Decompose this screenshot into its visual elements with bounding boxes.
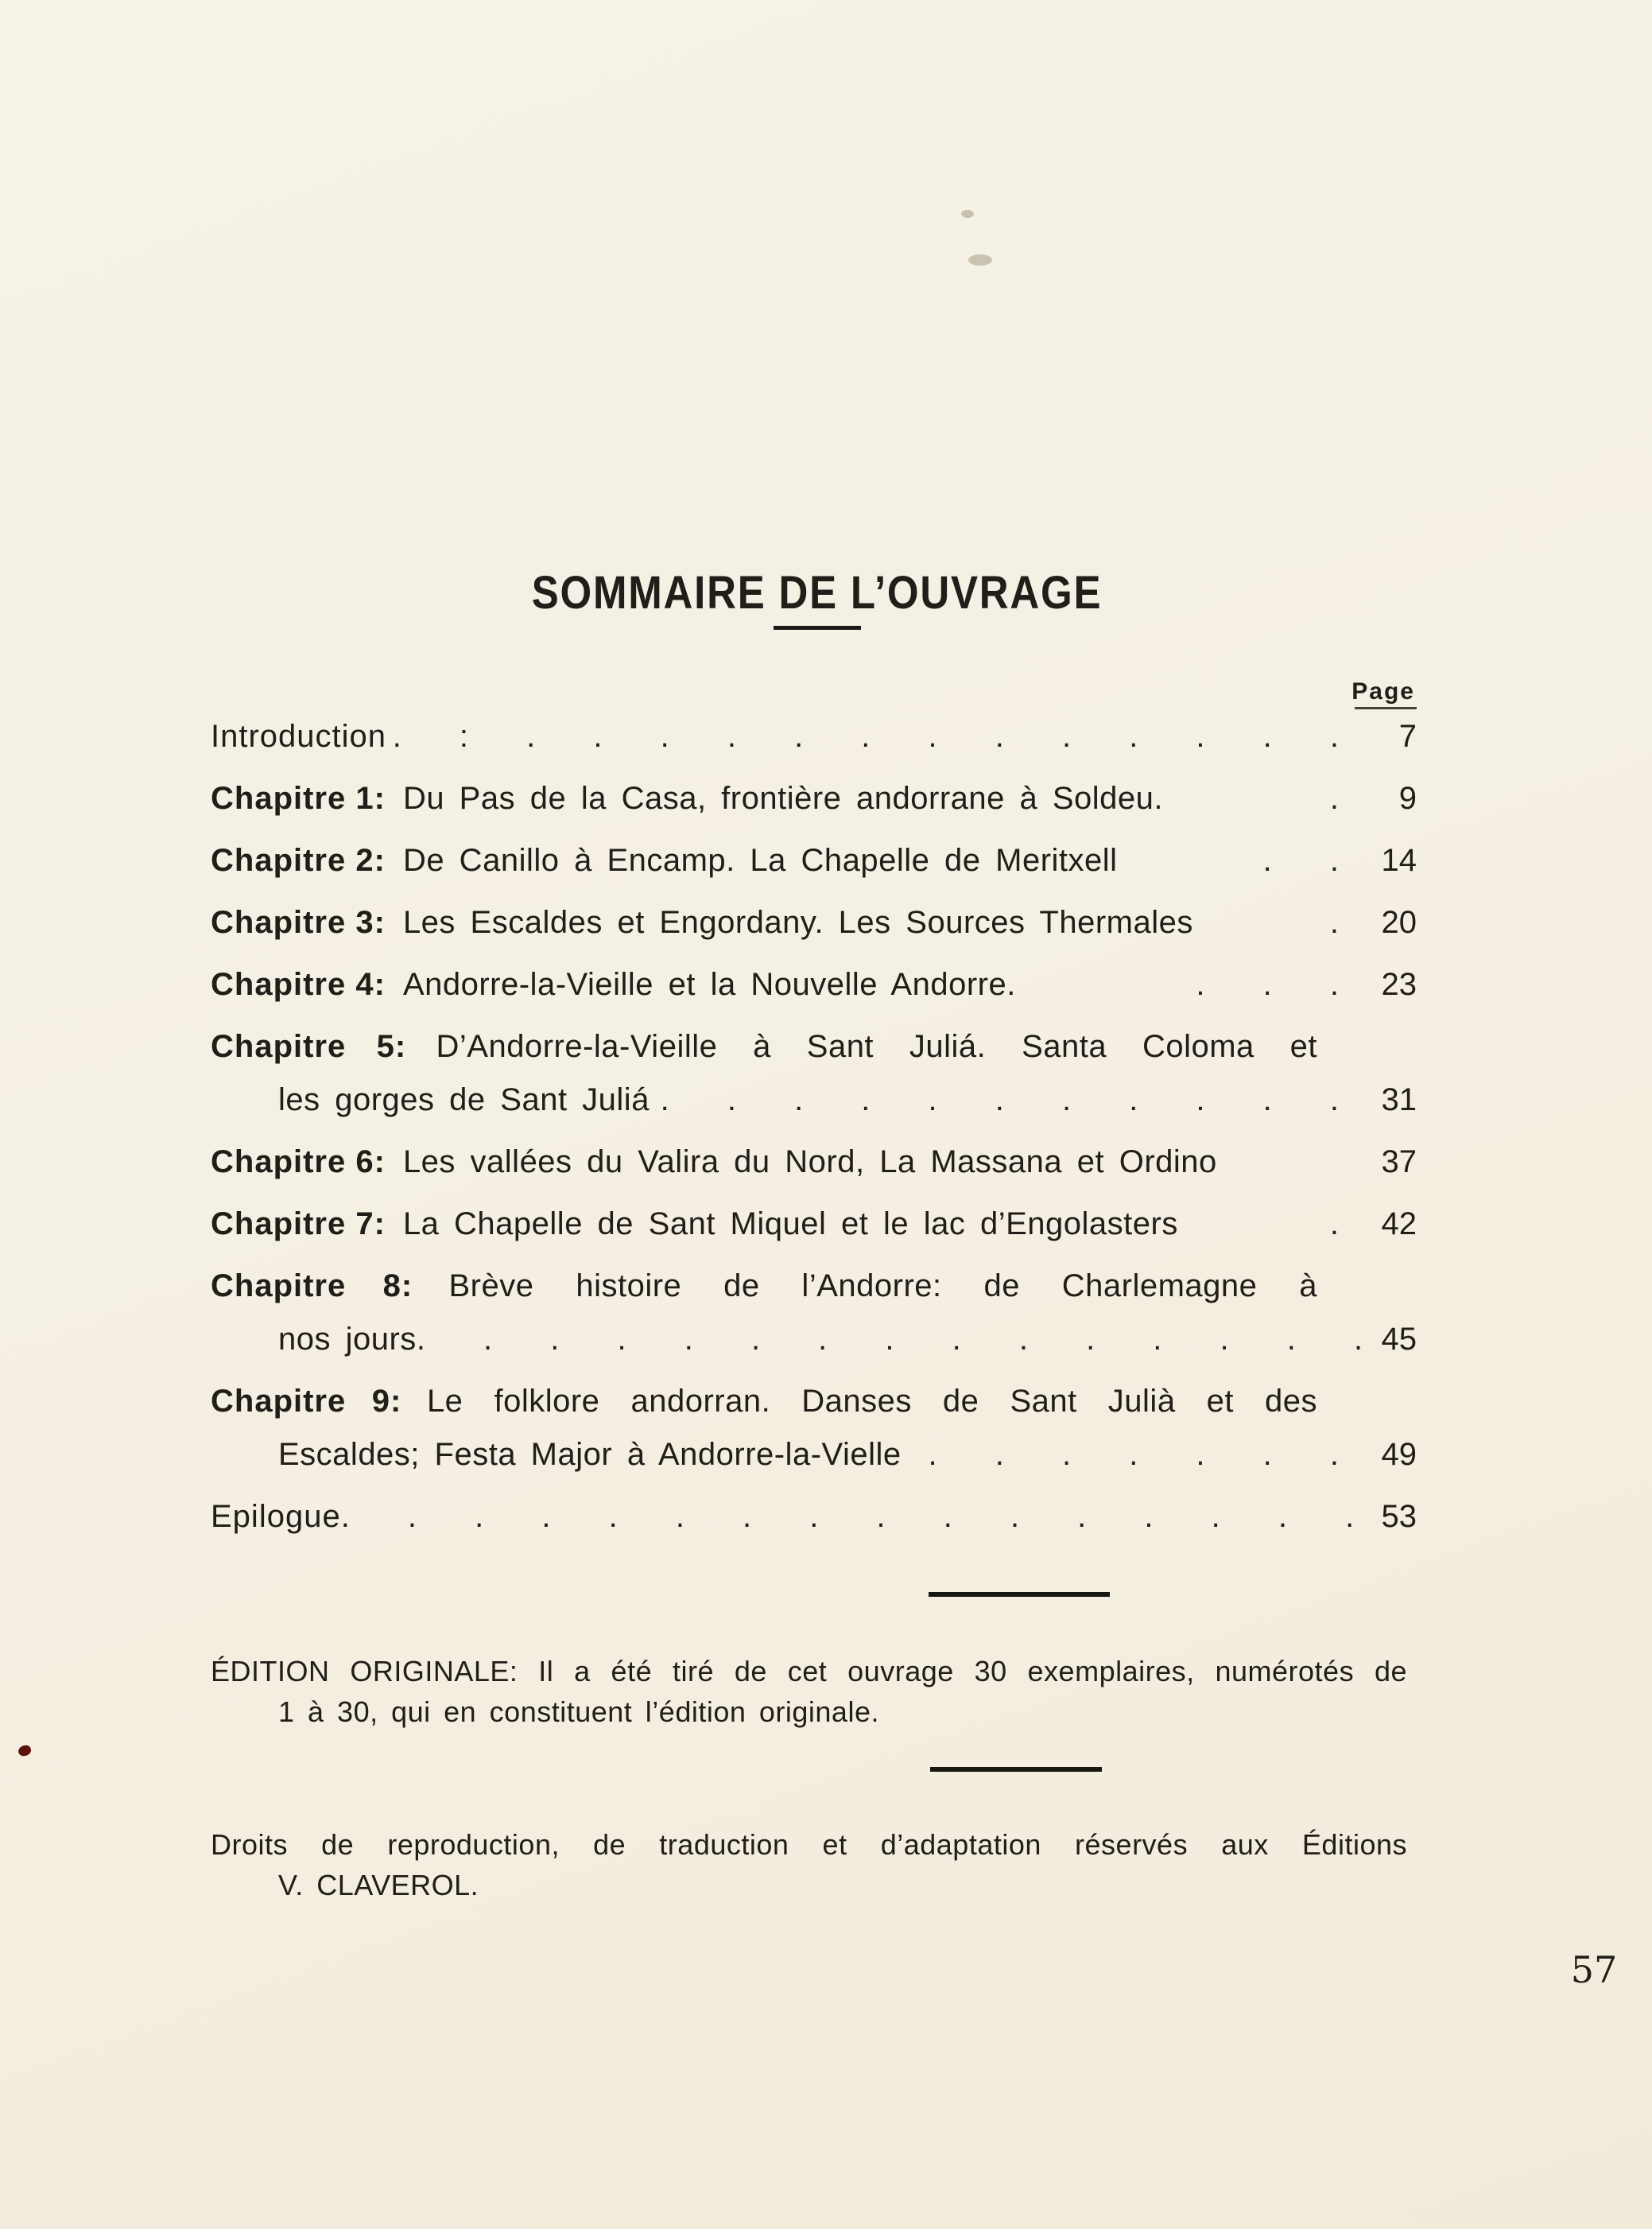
- toc-entry-line1: [211, 842, 1423, 880]
- folio-page-number: 57: [1570, 1948, 1618, 1991]
- toc-page-number: 31: [1381, 1082, 1417, 1117]
- toc-page-number: 45: [1381, 1322, 1417, 1357]
- toc-page-number: 20: [1381, 905, 1417, 940]
- toc-page-number: 23: [1381, 967, 1417, 1002]
- toc-entry: [211, 966, 1423, 1004]
- rights-note-line2: V. CLAVEROL.: [278, 1869, 479, 1901]
- red-ink-speck: [17, 1744, 33, 1757]
- toc-entry-label: Chapitre 8:: [211, 1268, 413, 1303]
- toc-page-number: 49: [1381, 1437, 1417, 1472]
- title-underline: [774, 626, 861, 630]
- toc-entry-title: Brève histoire de l’Andorre: de Charlemagne à: [448, 1268, 1317, 1303]
- section-divider-bottom: [930, 1767, 1102, 1772]
- toc-leader-dots: . . . . . . . . . . .: [660, 1082, 1339, 1117]
- page-title: SOMMAIRE DE L’OUVRAGE: [531, 567, 1103, 619]
- page-column-underline: [1355, 707, 1417, 709]
- edition-note: [211, 1651, 1407, 1732]
- toc-entry-line1: [211, 1206, 1423, 1243]
- toc-leader-dots: .: [1329, 1206, 1339, 1241]
- toc-entry-title: Andorre-la-Vieille et la Nouvelle Andorre.: [402, 967, 1016, 1002]
- toc-entry-title-continued: les gorges de Sant Juliá: [278, 1082, 650, 1117]
- toc-list: [211, 718, 1423, 1560]
- toc-entry-title-continued: nos jours: [278, 1322, 417, 1357]
- toc-page-number: 37: [1381, 1144, 1417, 1179]
- page-content: [211, 0, 1618, 2229]
- toc-entry-label: Introduction: [211, 719, 387, 754]
- toc-page-number: 14: [1381, 843, 1417, 878]
- toc-entry-title: Les vallées du Valira du Nord, La Massana et Ordino: [402, 1144, 1217, 1179]
- rights-note: [211, 1824, 1407, 1905]
- toc-entry-title-continued: Escaldes; Festa Major à Andorre-la-Vielle: [278, 1437, 902, 1472]
- toc-page-number: 7: [1398, 719, 1417, 754]
- toc-leader-dots: . . . . . . .: [928, 1437, 1339, 1472]
- toc-entry-label: Chapitre 2:: [211, 843, 386, 878]
- toc-leader-dots: .: [1329, 781, 1339, 816]
- toc-entry-label: Chapitre 9:: [211, 1384, 402, 1419]
- toc-entry: [211, 842, 1423, 880]
- toc-entry-label: Chapitre 7:: [211, 1206, 386, 1241]
- page-column-header: Page: [1351, 678, 1415, 705]
- toc-entry-label: Chapitre 1:: [211, 781, 386, 816]
- toc-entry: [211, 1206, 1423, 1243]
- toc-page-number: 42: [1381, 1206, 1417, 1241]
- toc-entry-title: La Chapelle de Sant Miquel et le lac d’Engolasters: [402, 1206, 1178, 1241]
- toc-entry: [211, 1144, 1423, 1181]
- toc-entry: [211, 904, 1423, 942]
- toc-entry: [211, 780, 1423, 817]
- toc-leader-dots: . .: [1262, 843, 1339, 878]
- toc-entry-line1: [211, 1498, 1423, 1536]
- toc-entry-title: Les Escaldes et Engordany. Les Sources Thermales: [402, 905, 1193, 940]
- toc-entry-line1: [211, 1028, 1317, 1066]
- toc-entry-label: Chapitre 4:: [211, 967, 386, 1002]
- section-divider-top: [929, 1592, 1110, 1597]
- toc-entry-line1: [211, 718, 1423, 755]
- toc-entry-line2: [211, 1321, 1423, 1358]
- toc-entry-line1: [211, 1383, 1317, 1420]
- toc-leader-dots: . . .: [1196, 967, 1339, 1002]
- toc-leader-dots: . . . . . . . . . . . . . . .: [416, 1322, 1363, 1357]
- toc-leader-dots: .: [1329, 905, 1339, 940]
- toc-entry-line1: [211, 966, 1423, 1004]
- toc-entry-line1: [211, 1268, 1317, 1305]
- rights-note-line1: Droits de reproduction, de traduction et d’adaptation réservés aux Éditions: [211, 1828, 1407, 1861]
- toc-entry: [211, 1268, 1423, 1358]
- toc-entry-line2: [211, 1081, 1423, 1119]
- toc-entry-title: Le folklore andorran. Danses de Sant Julià et des: [426, 1384, 1318, 1419]
- toc-entry-line1: [211, 904, 1423, 942]
- toc-entry: [211, 1498, 1423, 1536]
- toc-entry-label: Chapitre 5:: [211, 1029, 407, 1064]
- toc-entry-label: Chapitre 3:: [211, 905, 386, 940]
- toc-page-number: 9: [1398, 781, 1417, 816]
- toc-leader-dots: . . . . . . . . . . . . . . . .: [340, 1499, 1355, 1534]
- toc-page-number: 53: [1381, 1499, 1417, 1534]
- toc-leader-dots: . : . . . . . . . . . . . . .: [392, 719, 1339, 754]
- toc-entry: [211, 1383, 1423, 1474]
- toc-entry-line1: [211, 780, 1423, 817]
- edition-note-line1: ÉDITION ORIGINALE: Il a été tiré de cet ouvrage 30 exemplaires, numérotés de: [211, 1655, 1407, 1687]
- toc-entry-title: De Canillo à Encamp. La Chapelle de Meritxell: [402, 843, 1118, 878]
- toc-entry-title: Du Pas de la Casa, frontière andorrane à Soldeu.: [402, 781, 1164, 816]
- toc-entry-label: Epilogue: [211, 1499, 341, 1534]
- toc-entry: [211, 1028, 1423, 1119]
- toc-entry: [211, 718, 1423, 755]
- toc-entry-line1: [211, 1144, 1423, 1181]
- toc-entry-title: D’Andorre-la-Vieille à Sant Juliá. Santa Coloma et: [436, 1029, 1317, 1064]
- toc-entry-label: Chapitre 6:: [211, 1144, 386, 1179]
- toc-entry-line2: [211, 1436, 1423, 1474]
- edition-note-line2: 1 à 30, qui en constituent l’édition originale.: [278, 1695, 879, 1728]
